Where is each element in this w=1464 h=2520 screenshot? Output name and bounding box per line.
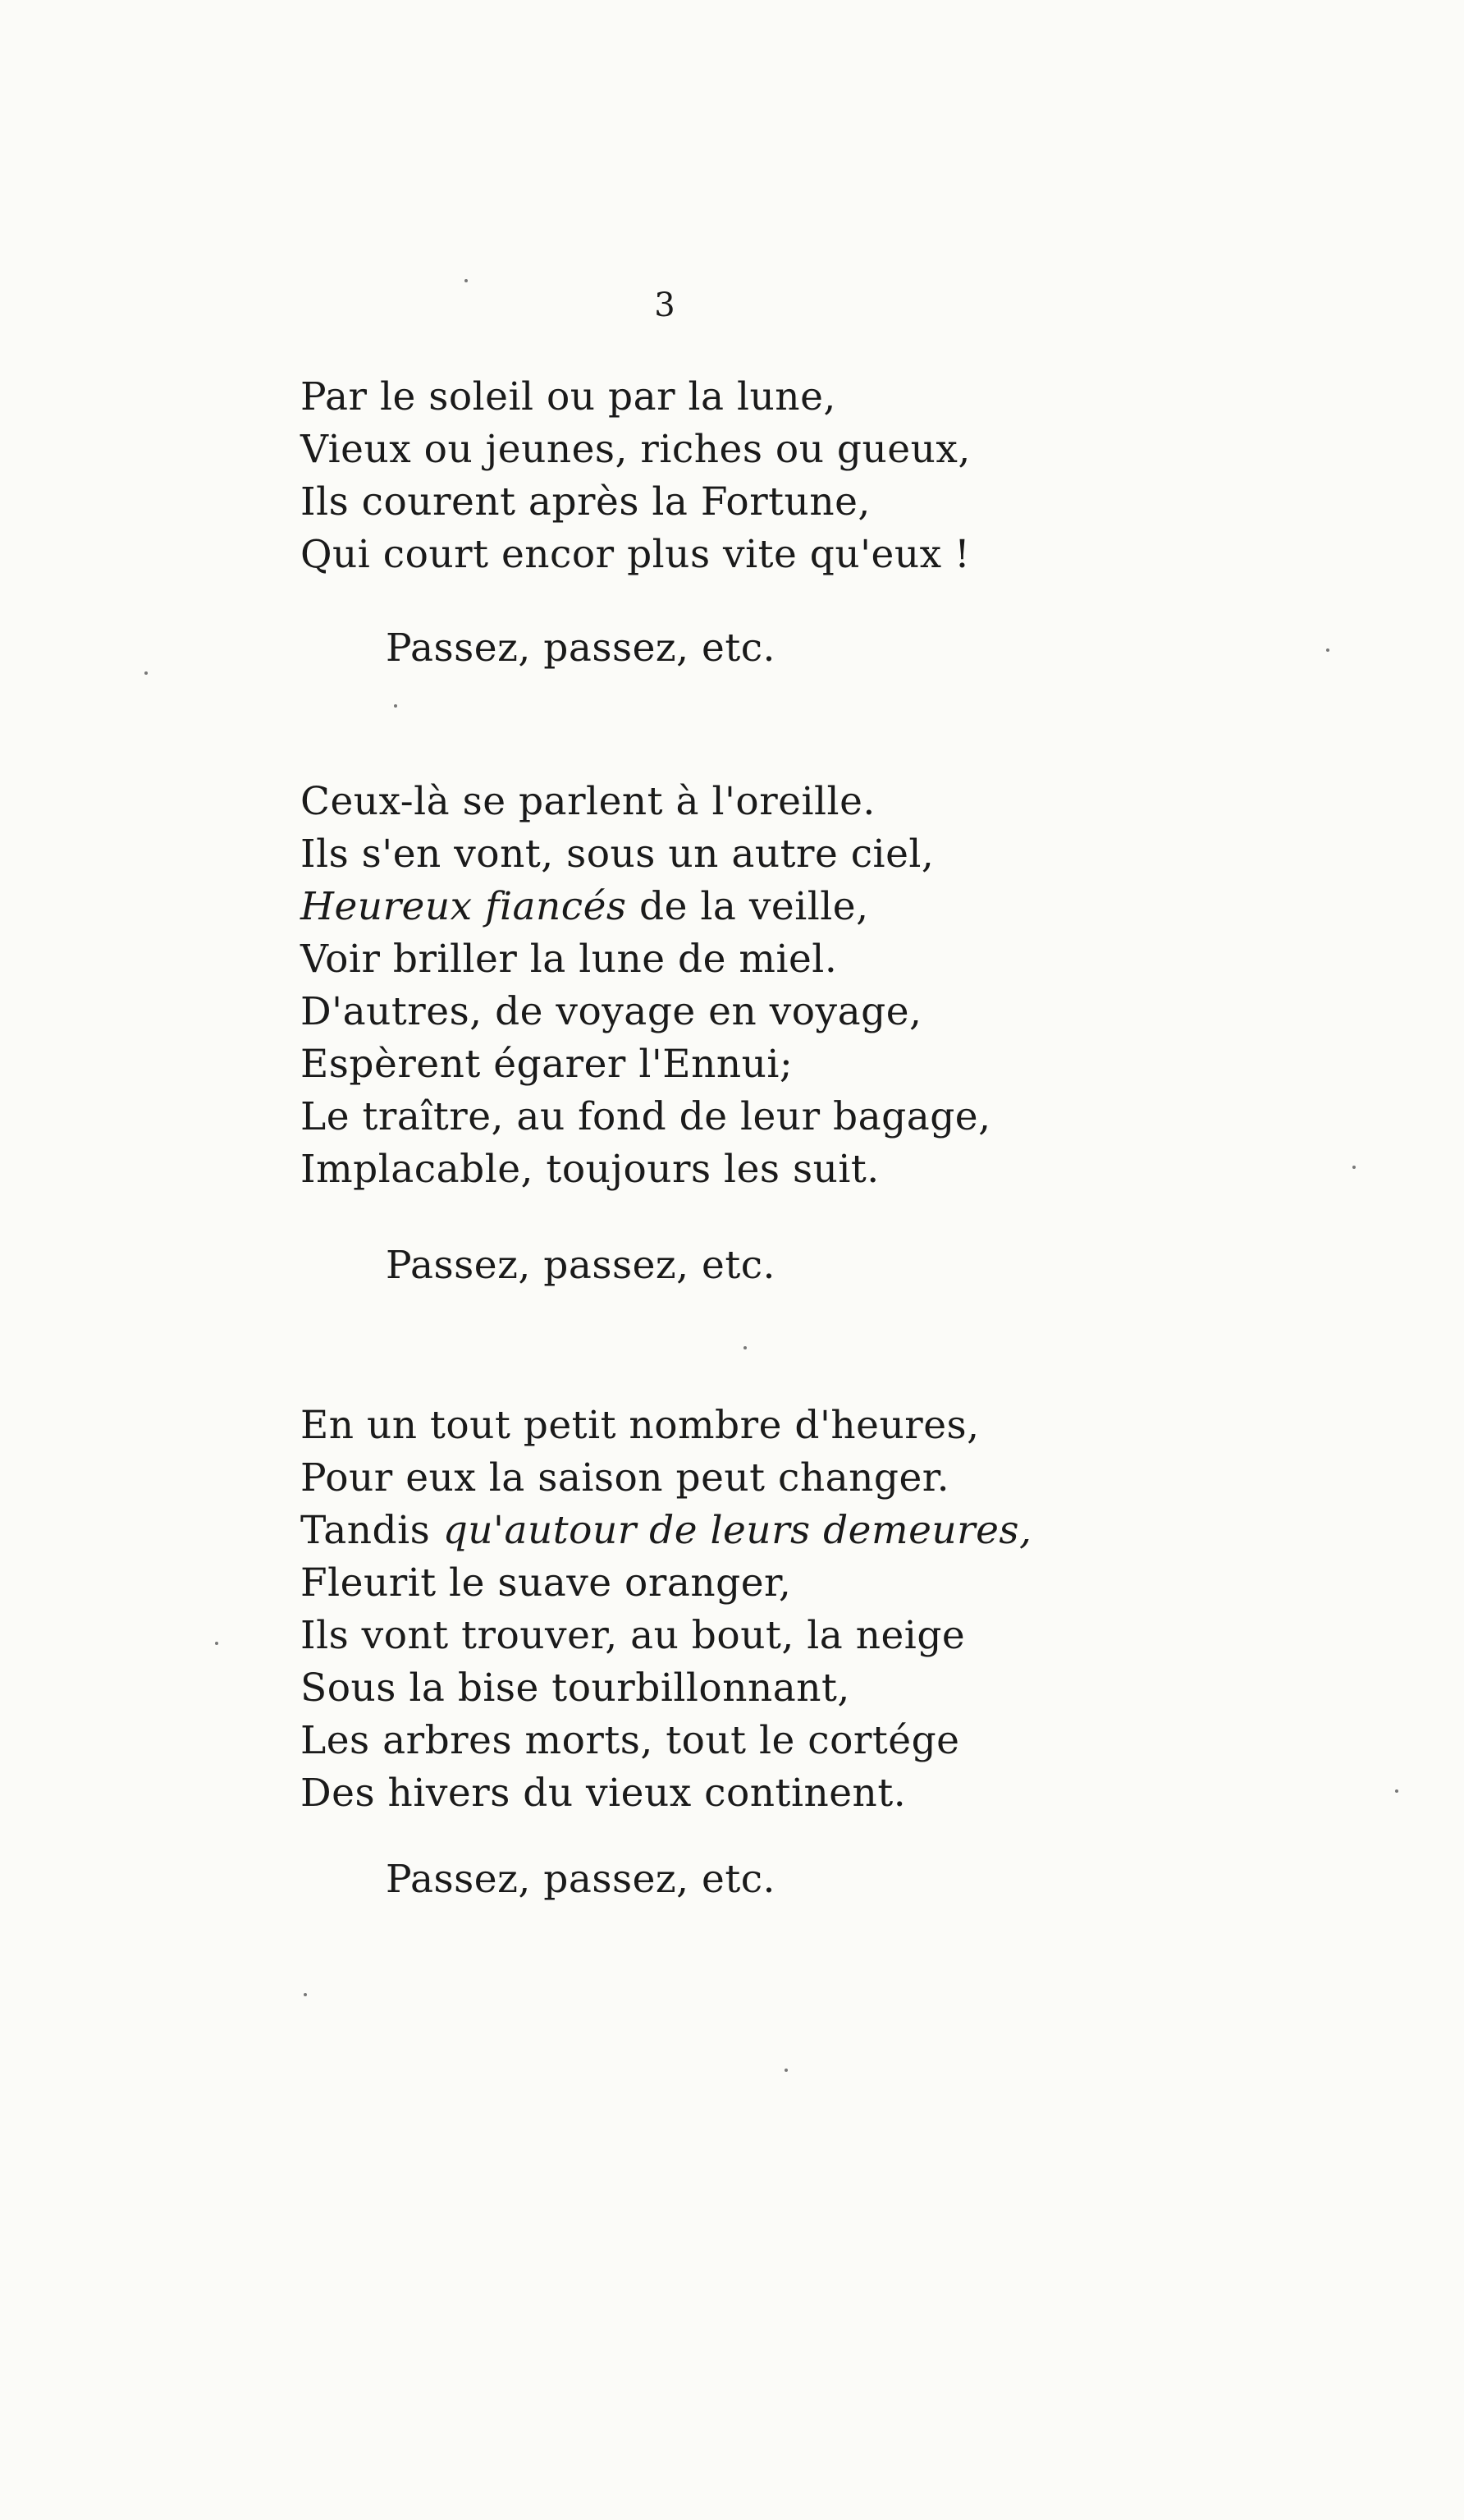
paper-speck (1326, 648, 1329, 652)
verse-line: Sous la bise tourbillonnant, (300, 1665, 850, 1711)
paper-speck (215, 1642, 218, 1645)
verse-line: D'autres, de voyage en voyage, (300, 989, 922, 1034)
stanza-2 (300, 776, 991, 1196)
refrain: Passez, passez, etc. (386, 625, 775, 671)
stanza-3 (300, 1400, 1032, 1820)
italic-phrase: qu'autour de leurs demeures, (442, 1508, 1032, 1553)
verse-line: Des hivers du vieux continent. (300, 1771, 907, 1816)
refrain: Passez, passez, etc. (386, 1857, 775, 1902)
verse-line: Ceux-là se parlent à l'oreille. (300, 779, 876, 824)
italic-phrase: Heureux fiancés (300, 884, 627, 929)
paper-speck (743, 1346, 747, 1349)
verse-line: Fleurit le suave oranger, (300, 1560, 792, 1606)
paper-speck (144, 671, 148, 675)
verse-line: Pour eux la saison peut changer. (300, 1455, 950, 1501)
paper-speck (1352, 1166, 1356, 1169)
verse-line: En un tout petit nombre d'heures, (300, 1403, 980, 1448)
verse-line (300, 1505, 1032, 1557)
verse-line: Par le soleil ou par la lune, (300, 374, 836, 419)
verse-line: Voir briller la lune de miel. (300, 937, 838, 982)
verse-line: Les arbres morts, tout le cortége (300, 1718, 960, 1763)
verse-line: Vieux ou jeunes, riches ou gueux, (300, 427, 971, 472)
verse-line: Espèrent égarer l'Ennui; (300, 1042, 794, 1087)
paper-speck (464, 279, 468, 282)
paper-speck (304, 1993, 307, 1996)
verse-line: Ils courent après la Fortune, (300, 479, 871, 525)
verse-line: Qui court encor plus vite qu'eux ! (300, 532, 971, 577)
stanza-1 (300, 371, 971, 581)
verse-line (300, 881, 991, 933)
paper-speck (394, 704, 397, 708)
verse-line: Ils s'en vont, sous un autre ciel, (300, 832, 935, 877)
verse-line-start: Tandis (300, 1508, 431, 1553)
verse-line: Implacable, toujours les suit. (300, 1147, 880, 1192)
paper-speck (1395, 1789, 1398, 1793)
page-number: 3 (654, 286, 675, 324)
verse-line-rest: de la veille, (639, 884, 869, 929)
paper-speck (785, 2069, 788, 2072)
verse-line: Le traître, au fond de leur bagage, (300, 1094, 991, 1139)
refrain: Passez, passez, etc. (386, 1243, 775, 1288)
verse-line: Ils vont trouver, au bout, la neige (300, 1613, 966, 1658)
